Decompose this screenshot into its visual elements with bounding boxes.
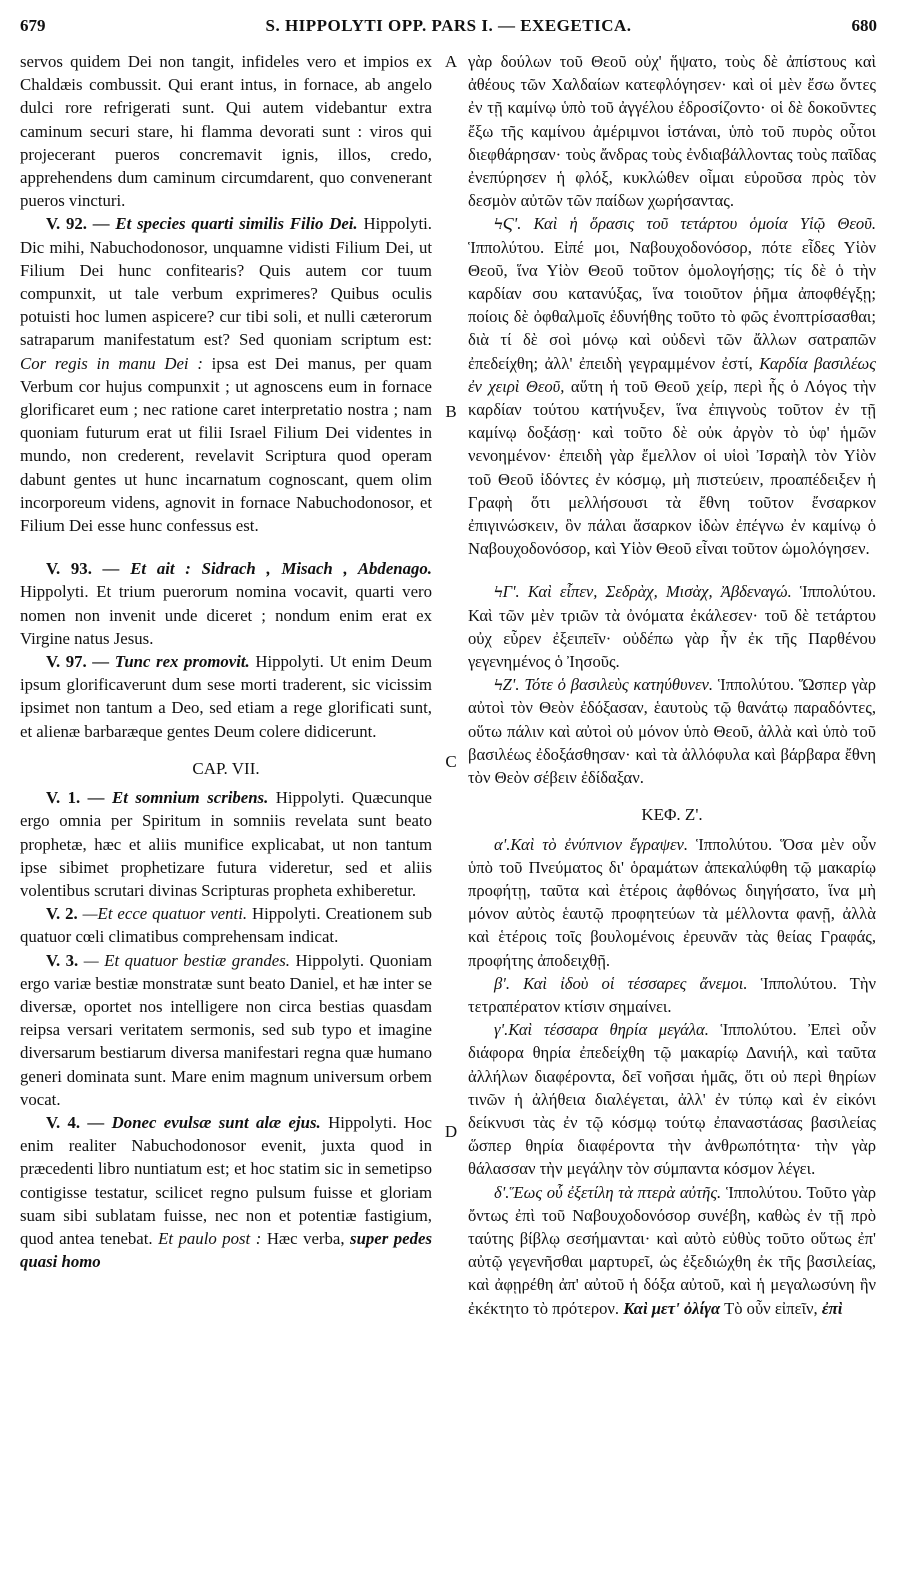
- verse-2: [20, 902, 432, 948]
- latin-column: [20, 50, 432, 1560]
- verse-lemma: Καὶ ἡ ὅρασις τοῦ τετάρτου ὁμοία Υἱῷ Θεοῦ.: [521, 214, 876, 234]
- verse-ref: V. 92.: [46, 214, 87, 234]
- verse-ref: β'.: [494, 973, 510, 993]
- scripture-citation: Cor regis in manu Dei :: [20, 353, 203, 373]
- verse-text: Hippolyti. Dic mihi, Nabuchodonosor, unquamne vidisti Filium Dei, ut Filium Dei hunc confitearis? Quis autem cor tuum compunxit, ut tale verbum exprimeres? Quibus oculis potuisti hoc lumen aspicere? cur tibi soli, et nulli cæterorum satraparum manifestatum est? Sed quoniam scriptum est:: [20, 214, 432, 350]
- verse-lemma: Καὶ τέσσαρα θηρία μεγάλα.: [508, 1020, 709, 1040]
- verse-text: Ἱππολύτου. Ὥσπερ γὰρ αὐτοὶ τὸν Θεὸν ἐδόξασαν, ἑαυτοὺς τῷ θανάτῳ παραδόντες, οὕτω πάλιν καὶ αὐτοὶ οὐ μόνον ὑπὸ Θεοῦ, ἀλλὰ καὶ ὑπὸ τοῦ βασιλέως ἐδοξάσθησαν· καὶ τὰ ἀλλόφυλα καὶ βάρβαρα ἔθνη τὸν Θεὸν σέβειν ἐδίδαξαν.: [468, 675, 876, 788]
- verse-93: [20, 557, 432, 650]
- chapter-heading: ΚΕΦ. Ζ'.: [641, 805, 703, 825]
- spacer: [20, 537, 432, 557]
- verse-lemma: Ἕως οὗ ἐξετίλη τὰ πτερὰ αὐτῆς.: [509, 1182, 722, 1202]
- verse-lemma-continued: ἐπὶ: [821, 1298, 843, 1318]
- verse-1: [468, 833, 876, 972]
- page-header: [20, 10, 877, 40]
- verse-text: Ἱππολύτου. Τὴν τετραπέρατον κτίσιν σημαίνει.: [468, 973, 876, 1016]
- verse-text: Ἱππολύτου. Ἐπεὶ οὖν διάφορα θηρία ἐπεδείχθη τῷ μακαρίῳ Δανιήλ, καὶ ταῦτα ἀλλήλων διαφέροντα, δεῖ νοῆσαι ἡμᾶς, ὅτι οὐ περὶ θηρίων τινῶν ἡ ἀλήθεια διαλέγεται, ἀλλ' ἐν τύπῳ καὶ ἐν εἰκόνι δείκνυσι τὰς ἐν τῷ κόσμῳ τούτῳ ἐπαναστάσας βασιλείας ὥσπερ θηρία διαφέροντα τὴν ἀνθρωπότητα· τὴν γὰρ θάλασσαν τὴν μεγάλην τὸν σύμπαντα κόσμον λέγει.: [468, 1020, 876, 1179]
- verse-text: αὕτη ἡ τοῦ Θεοῦ χείρ, περὶ ἧς ὁ Λόγος τὴν καρδίαν τούτου κατήνυξεν, ἵνα ἐπιγνοὺς τοῦτον ἐν τῇ καμίνῳ δοξάσῃ· καὶ τοῦτο δὲ οὐκ ἀργὸν τὸ ὑφ' ἡμῶν νενοημένον· ἐπειδὴ γὰρ ἔμελλον οἱ υἱοὶ Ἰσραὴλ τὸν Υἱὸν τοῦ Θεοῦ ἰδόντες ἐν κόσμῳ, μὴ πιστεύειν, προαπέδειξεν ἡ Γραφὴ ὅτι μελλήσουσι τὰ ἔθνη τοῦτον ἔνσαρκον ἐπιγινώσκειν, ὃν πάλαι ἄσαρκον ἰδὼν ἐπέγνω ἐν καμίνῳ ὁ Ναβουχοδονόσορ, καὶ Υἱὸν Θεοῦ εἶναι τοῦτον ὡμολόγησεν.: [468, 376, 876, 559]
- verse-92: [20, 212, 432, 537]
- verse-lemma: —Et ecce quatuor venti.: [82, 904, 248, 924]
- verse-lemma: — Et quatuor bestiæ grandes.: [83, 950, 290, 970]
- verse-lemma: Καὶ εἶπεν, Σεδρὰχ, Μισὰχ, Ἀβδεναγώ.: [519, 582, 792, 602]
- section-marker-d: D: [444, 1122, 458, 1141]
- verse-ref: γ'.: [494, 1020, 509, 1040]
- paragraph-text: γὰρ δούλων τοῦ Θεοῦ οὐχ' ἥψατο, τοὺς δὲ ἀπίστους καὶ ἀθέους τῶν Χαλδαίων κατεφλόγησεν· καὶ οἱ μὲν ἔσω ὄντες ἐν τῇ καμίνῳ ὑπὸ τοῦ ἀγγέλου ἐδροσίζοντο· οἱ δὲ δοκοῦντες ἔξω τῆς καμίνου ἀμέριμνοι ἱστάναι, ὑπὸ τοῦ πυρὸς οὗτοι διεφθάρησαν· τοὺς ἄνδρας τοὺς ἐνδιαβάλλοντας τοὺς παῖδας ἐνεπύρησεν ἡ φλόξ, κυκλώθεν οἶμαι εὑροῦσα πρὸς τὸν δεσμὸν αὐτῶν τῶν παίδων χωρήσαντας.: [468, 52, 876, 211]
- verse-2: [468, 972, 876, 1018]
- running-title: S. HIPPOLYTI OPP. PARS I. — EXEGETICA.: [265, 16, 632, 35]
- section-marker-c: C: [445, 752, 457, 771]
- verse-lemma: Τότε ὁ βασιλεὺς κατηύθυνεν.: [519, 675, 714, 695]
- verse-ref: V. 93.: [46, 559, 92, 579]
- verse-text: Ἱππολύτου. Ὅσα μὲν οὖν ὑπὸ τοῦ Πνεύματος δι' ὁραμάτων ἀπεκαλύφθη τῷ μακαρίῳ προφήτῃ, ταῦτα καὶ ἑτέροις ἀφθόνως διηγήσατο, ἵνα μὴ μόνον αὐτὸς ἑαυτῷ προφητεύων τὰ μέλλοντα φανῇ, ἀλλὰ καὶ ἑτέροις τοῖς βουλομένοις ἐρευνᾶν τὰς θείας Γραφάς, προφήτης ἀποδειχθῇ.: [468, 834, 876, 970]
- verse-lemma: — Tunc rex promovit.: [92, 652, 250, 672]
- verse-ref: ϞΖ'.: [494, 675, 520, 695]
- spacer: [468, 560, 876, 580]
- verse-ref: ϞϚ'.: [494, 214, 522, 234]
- verse-4: [20, 1111, 432, 1273]
- scripture-citation: Καρδία βασιλέως ἐν χειρὶ Θεοῦ,: [468, 353, 876, 396]
- paragraph: [20, 50, 432, 212]
- page-number-right: 680: [851, 16, 877, 35]
- verse-continuation: Καὶ μετ' ὀλίγα: [623, 1298, 721, 1318]
- verse-text: Τὸ οὖν εἰπεῖν,: [720, 1298, 822, 1318]
- section-marker-a: A: [444, 52, 458, 71]
- verse-lemma: — Et species quarti similis Filio Dei.: [92, 214, 358, 234]
- verse-text: Hæc verba,: [261, 1228, 351, 1248]
- verse-92: [468, 212, 876, 560]
- verse-text: ipsa est Dei manus, per quam Verbum cor hujus compunxit ; ut agnoscens eum in fornace glorificaret eum ; nec ratione caret interpretatio nostra ; nam quoniam futurum erat ut filii Israel Filium Dei videntes in mundo, non crederent, revelavit Scriptura quod operam dabunt gentes ut hunc incarnatum cognoscant, quem olim incorporeum videns, agnovit in fornace Nabuchodonosor, et Filium Dei esse hunc confessus est.: [20, 353, 432, 536]
- paragraph: [468, 50, 876, 212]
- verse-text: Ἱππολύτου. Εἰπέ μοι, Ναβουχοδονόσορ, πότε εἶδες Υἱὸν Θεοῦ, ἵνα Υἱὸν Θεοῦ τοῦτον ὁμολογήσῃς; τίς δὲ ὁ τὴν καρδίαν σου κατανύξας, ἵνα τοιοῦτον ῥῆμα ἀποφθέγξῃ; ποίοις δὲ ὀφθαλμοῖς ἐδυνήθης τοῦτο τὸ φῶς ἐνοπτρίσασθαι; διὰ τί δὲ σοὶ μόνῳ καὶ οὐδενὶ τῶν ἄλλων σατραπῶν ἐπεδείχθη; ἀλλ' ἐπειδὴ γεγραμμένον ἐστί,: [468, 237, 876, 373]
- verse-text: Hippolyti. Creationem sub quatuor cœli climatibus comprehensam indicat.: [20, 904, 432, 947]
- verse-ref: V. 97.: [46, 652, 87, 672]
- verse-text: Hippolyti. Hoc enim realiter Nabuchodonosor evenit, juxta quod in præcedenti libro nuntiatum est; et hoc statim sic in semetipso contigisse testatur, scilicet regno pulsum fuisse et gloriam suam sibi sublatam fuisse, nec non et potentiæ fastigium, quod antea tenebat.: [20, 1112, 432, 1248]
- chapter-heading: CAP. VII.: [192, 758, 260, 778]
- verse-ref: α'.: [494, 834, 511, 854]
- verse-ref: ϞΓ'.: [494, 582, 520, 602]
- verse-text: Hippolyti. Quæcunque ergo omnia per Spiritum in somniis revelata sunt beato prophetæ, hæc et aliis munifice explicabat, ut non tantum ipse sibimet prophetizare futura videretur, sed et aliis volentibus scrutari divinas Scripturas propheta exhiberetur.: [20, 788, 432, 900]
- verse-text: Hippolyti. Et trium puerorum nomina vocavit, quarti vero nomen non invenit unde diceret ; nondum enim erat ex Virgine natus Jesus.: [20, 582, 432, 648]
- verse-text: Hippolyti. Quoniam ergo variæ bestiæ monstratæ sunt beato Daniel, et hæ inter se diversæ, oportet nos intelligere non circa bestias quasdam reipsa versari veritatem sermonis, sed sub typo et imagine diversarum bestiarum diversa manifestari regna quæ humano generi dominata sunt. Mare enim magnum universum orbem vocat.: [20, 950, 432, 1109]
- verse-text: Ἱππολύτου. Καὶ τῶν μὲν τριῶν τὰ ὀνόματα ἐκάλεσεν· τοῦ δὲ τετάρτου οὐχ εὗρεν ἐξειπεῖν· οὐδέπω γὰρ ἦν ἐκ τῆς Παρθένου γεγενημένος ὁ Ἰησοῦς.: [468, 582, 876, 672]
- verse-text: Hippolyti. Ut enim Deum ipsum glorificaverunt dum sese morti traderent, sic vicissim ipsimet non tantum a Deo, sed etiam a rege glorificati sunt, et alienæ barbaræque gentes Deum colere didicerunt.: [20, 652, 432, 741]
- verse-lemma: Καὶ ἰδοὺ οἱ τέσσαρες ἄνεμοι.: [509, 973, 748, 993]
- verse-text: Ἱππολύτου. Τοῦτο γὰρ ὄντως ἐπὶ τοῦ Ναβουχοδονόσορ συνέβη, καθὼς ἐν τῇ πρὸ ταύτης βίβλῳ σεσήμανται· καὶ αὐτὸ εὐθὺς τοῦτο οὕτως ἐπ' αὐτῷ γεγενῆσθαι μαρτυρεῖ, ὡς ἐξεδιώχθη ἐκ τῆς βασιλείας, καὶ ἀφῃρέθη ἀπ' αὐτοῦ ἡ δόξα αὐτοῦ, καὶ ἡ μεγαλωσύνη ἣν ἐκέκτητο τὸ πρότερον.: [468, 1182, 876, 1318]
- verse-93: [468, 580, 876, 673]
- verse-3: [468, 1018, 876, 1180]
- verse-lemma: Καὶ τὸ ἐνύπνιον ἔγραψεν.: [510, 834, 689, 854]
- verse-ref: V. 3.: [46, 950, 79, 970]
- verse-97: [20, 650, 432, 743]
- verse-ref: V. 2.: [46, 904, 78, 924]
- section-marker-b: B: [445, 402, 457, 421]
- verse-continuation: Et paulo post :: [158, 1228, 262, 1248]
- verse-ref: V. 1.: [46, 788, 81, 808]
- verse-97: [468, 673, 876, 789]
- verse-lemma: — Et ait : Sidrach , Misach , Abdenago.: [102, 559, 432, 579]
- verse-ref: V. 4.: [46, 1112, 81, 1132]
- greek-column: [468, 50, 876, 1560]
- page-number-left: 679: [20, 16, 46, 35]
- verse-1: [20, 786, 432, 902]
- paragraph-text: servos quidem Dei non tangit, infideles vero et impios ex Chaldæis combussit. Qui erant intus, in fornace, ab angelo dulci rore refrigerati sunt. Qui autem videbantur extra caminum securi stare, hi flamma devorati sunt : viros qui projecerant pueros concremavit ignis, illos, credo, apprehendens dum caminum circumdarent, quo convenerant pueros vincturi.: [20, 52, 432, 211]
- verse-ref: δ'.: [494, 1182, 510, 1202]
- verse-4: [468, 1181, 876, 1320]
- verse-3: [20, 949, 432, 1111]
- verse-lemma: — Et somnium scribens.: [87, 788, 269, 808]
- verse-lemma: — Donec evulsæ sunt alæ ejus.: [87, 1112, 321, 1132]
- verse-lemma-continued: super pedes quasi homo: [20, 1228, 432, 1272]
